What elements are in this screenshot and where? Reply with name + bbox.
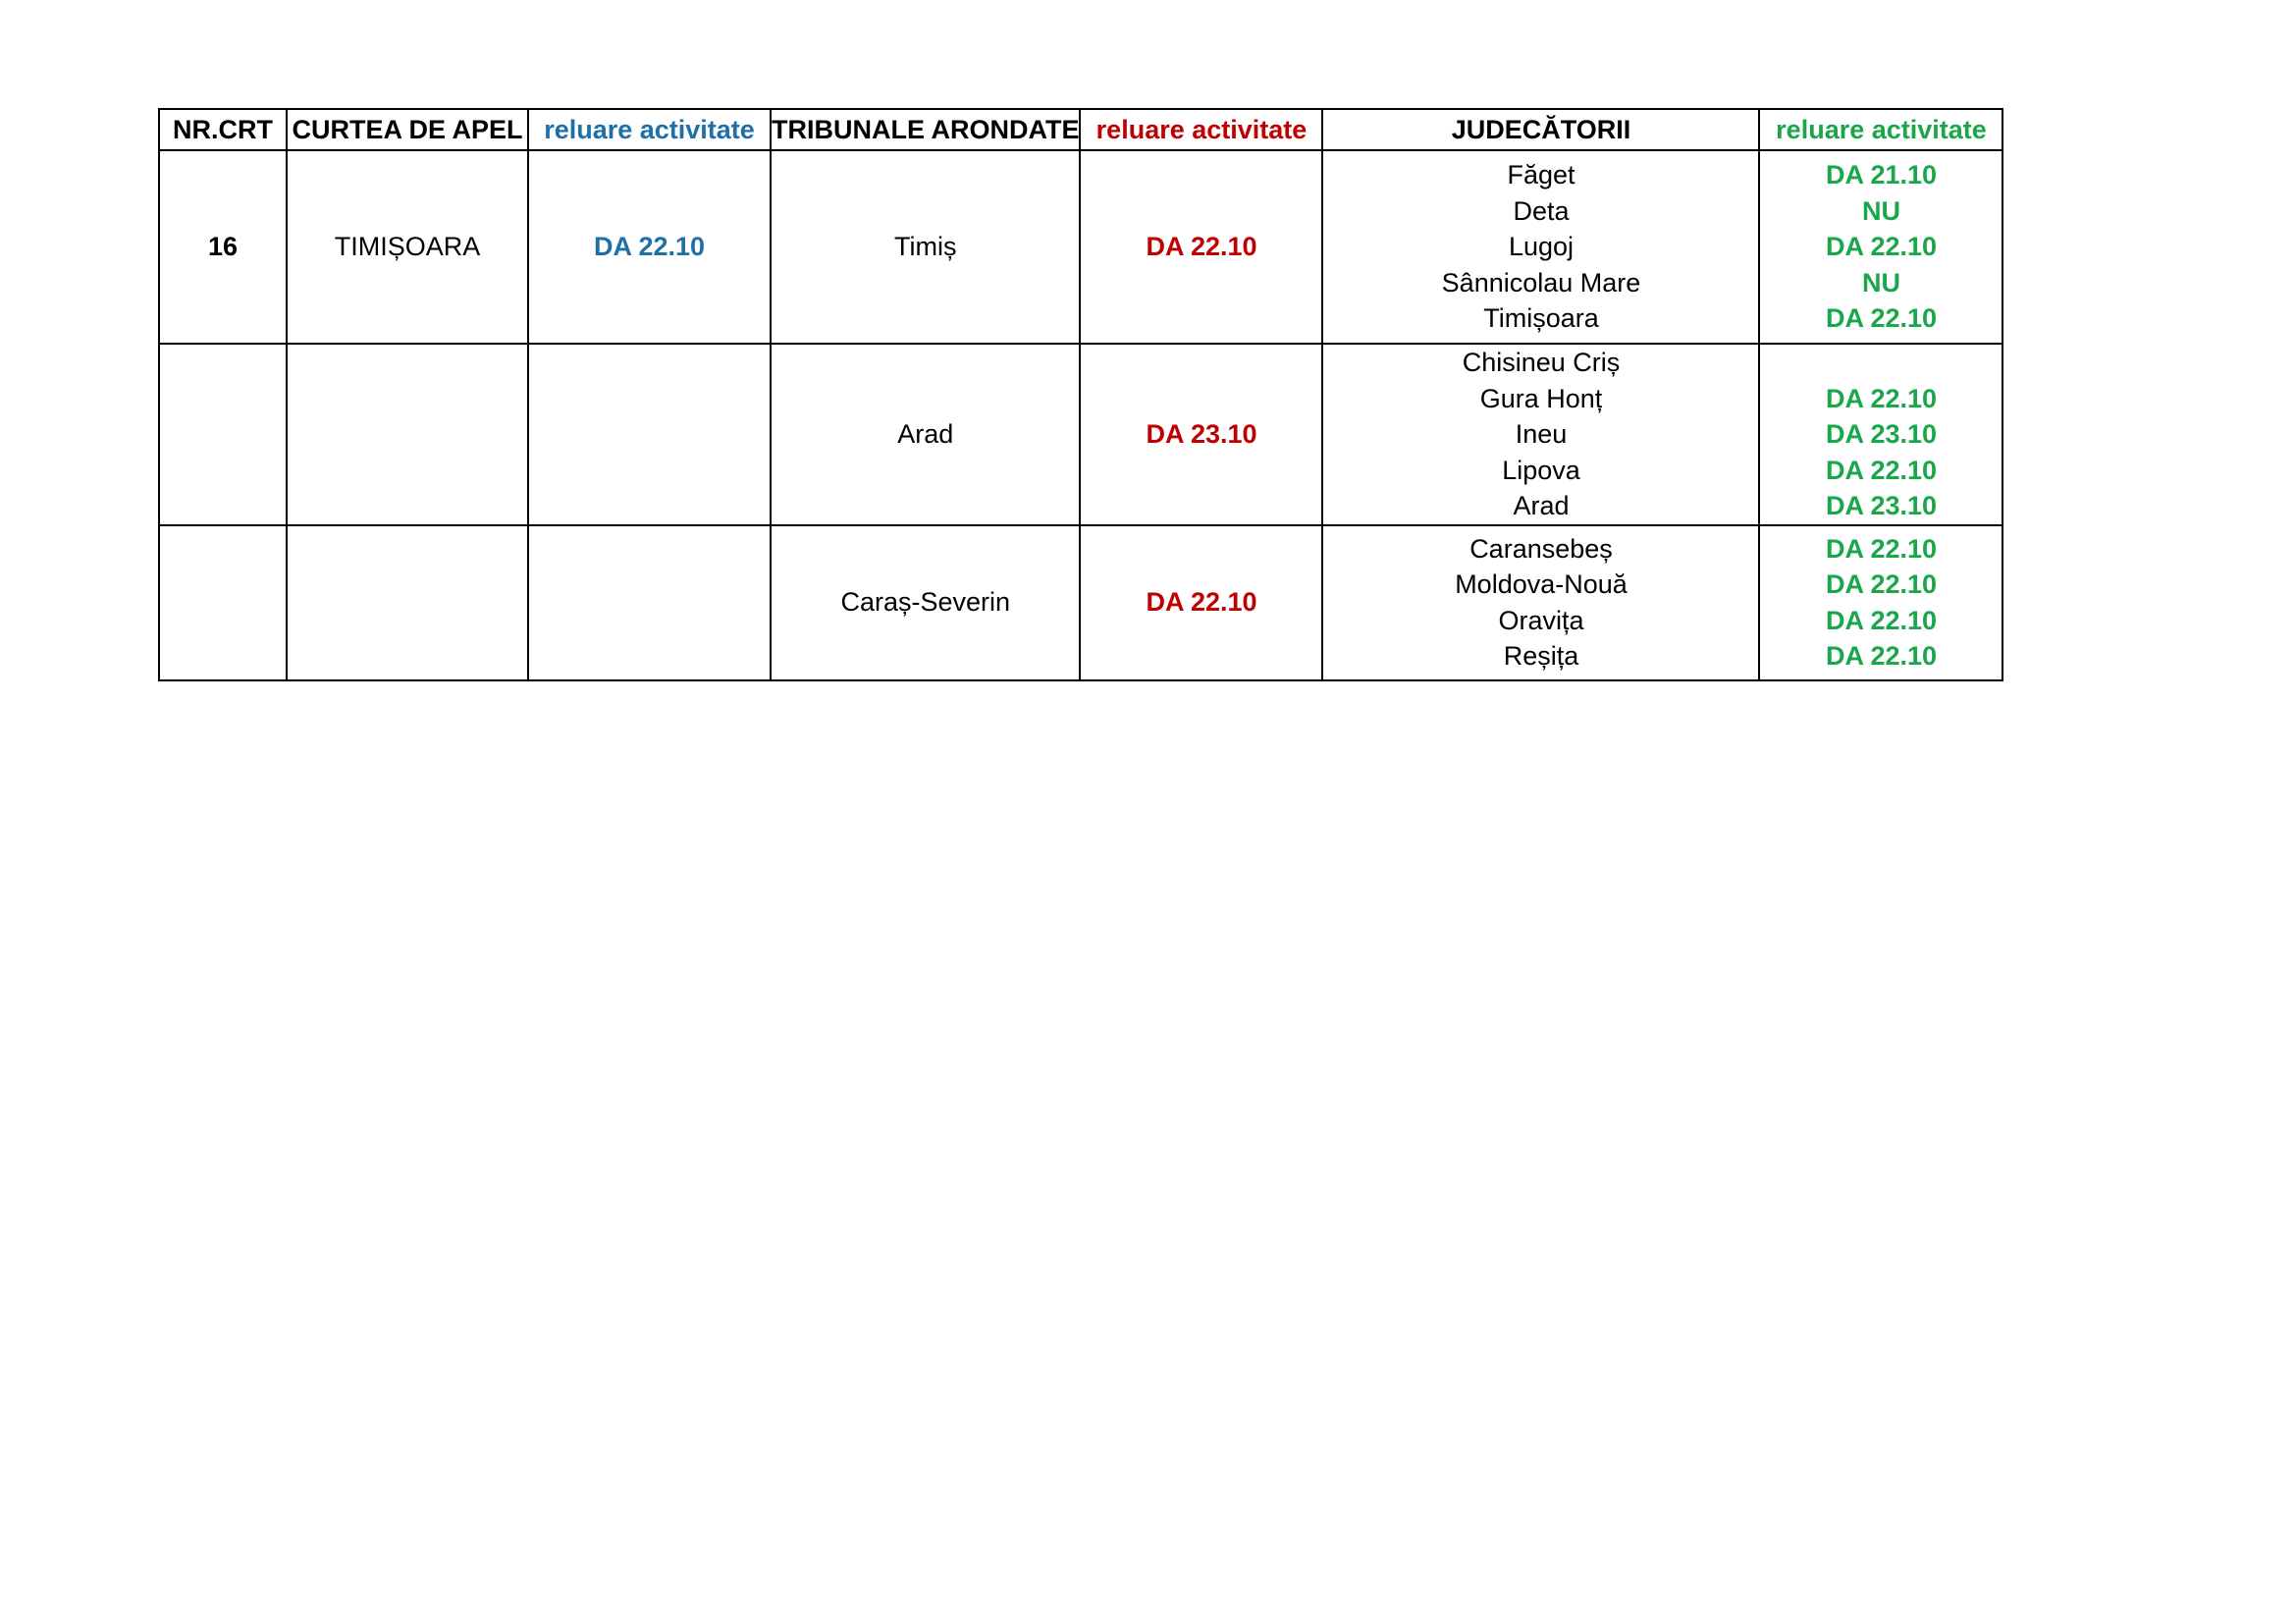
judecatorie-name: Caransebeș [1469, 533, 1613, 564]
tribunal-cell: Caraș-Severin [771, 525, 1080, 680]
header-reluare-judecatorii: reluare activitate [1759, 109, 2002, 150]
curte-reluare-cell [528, 525, 771, 680]
judecatorii-cell [1322, 344, 1759, 525]
judecatorie-reluare: DA 22.10 [1825, 605, 1938, 635]
header-judecatorii: JUDECĂTORII [1322, 109, 1759, 150]
judecatorie-name: Moldova-Nouă [1455, 569, 1628, 599]
judecatorie-reluare: NU [1861, 267, 1900, 298]
tribunal-reluare-cell: DA 23.10 [1080, 344, 1322, 525]
judecatorie-name: Timișoara [1483, 303, 1599, 334]
nr-crt-cell: 16 [159, 150, 287, 344]
header-reluare-tribunal: reluare activitate [1080, 109, 1322, 150]
table-row [159, 150, 2002, 344]
judecatorie-reluare: DA 22.10 [1825, 455, 1938, 485]
header-curtea-de-apel: CURTEA DE APEL [287, 109, 528, 150]
judecatorie-reluare: NU [1861, 195, 1900, 226]
header-row [159, 109, 2002, 150]
judecatorii-cell [1322, 525, 1759, 680]
judecatorie-name: Chisineu Criș [1462, 348, 1621, 377]
table-row [159, 344, 2002, 525]
curte-cell: TIMIȘOARA [287, 150, 528, 344]
judecatorie-name: Reșița [1503, 641, 1579, 671]
nr-crt-cell [159, 344, 287, 525]
judecatorie-name: Lugoj [1508, 232, 1575, 262]
judecatorii-reluare-cell [1759, 150, 2002, 344]
table-row [159, 525, 2002, 680]
judecatorie-reluare: DA 22.10 [1825, 232, 1938, 262]
judecatorie-name: Sânnicolau Mare [1441, 267, 1641, 298]
judecatorie-reluare: DA 22.10 [1825, 383, 1938, 413]
judecatorii-cell [1322, 150, 1759, 344]
tribunal-reluare-cell: DA 22.10 [1080, 525, 1322, 680]
judecatorie-reluare: DA 22.10 [1825, 303, 1938, 334]
court-table [158, 108, 2003, 681]
judecatorie-reluare: DA 23.10 [1825, 491, 1938, 520]
header-nr-crt: NR.CRT [159, 109, 287, 150]
judecatorie-name: Deta [1513, 195, 1570, 226]
header-reluare-curte: reluare activitate [528, 109, 771, 150]
judecatorie-name: Gura Honț [1479, 383, 1603, 413]
curte-cell [287, 525, 528, 680]
judecatorie-reluare: DA 22.10 [1825, 641, 1938, 671]
judecatorie-name: Ineu [1515, 419, 1568, 449]
judecatorie-name: Făget [1507, 160, 1575, 190]
curte-cell [287, 344, 528, 525]
curte-reluare-cell: DA 22.10 [528, 150, 771, 344]
judecatorie-reluare [1760, 345, 2002, 381]
judecatorie-name: Arad [1513, 491, 1570, 520]
nr-crt-cell [159, 525, 287, 680]
judecatorie-reluare: DA 22.10 [1825, 569, 1938, 599]
tribunal-reluare-cell: DA 22.10 [1080, 150, 1322, 344]
judecatorie-reluare: DA 22.10 [1825, 533, 1938, 564]
judecatorie-reluare: DA 23.10 [1825, 419, 1938, 449]
header-tribunale: TRIBUNALE ARONDATE [771, 109, 1080, 150]
judecatorie-reluare: DA 21.10 [1825, 160, 1938, 190]
judecatorii-reluare-cell [1759, 344, 2002, 525]
tribunal-cell: Timiș [771, 150, 1080, 344]
judecatorii-reluare-cell [1759, 525, 2002, 680]
curte-reluare-cell [528, 344, 771, 525]
tribunal-cell: Arad [771, 344, 1080, 525]
judecatorie-name: Oravița [1498, 605, 1584, 635]
judecatorie-name: Lipova [1502, 455, 1580, 485]
